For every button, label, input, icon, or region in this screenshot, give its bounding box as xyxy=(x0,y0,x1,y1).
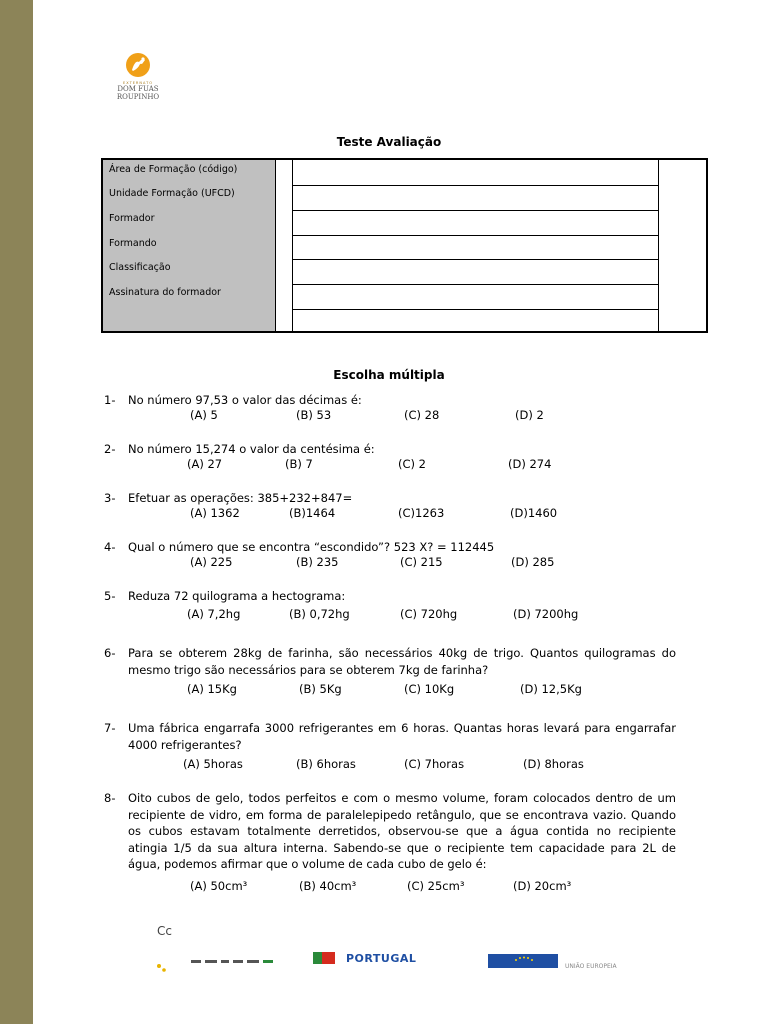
form-label-column xyxy=(103,160,276,331)
question-number: 7- xyxy=(104,721,116,735)
option-b[interactable]: (B) 7 xyxy=(285,457,313,471)
form-field-line xyxy=(292,259,658,260)
question-5 xyxy=(104,588,676,605)
question-text: Uma fábrica engarrafa 3000 refrigerantes em 6 horas. Quantas horas levará para engarrafar 4000 refrigerantes? xyxy=(128,721,676,752)
form-field-line xyxy=(292,284,658,285)
option-a[interactable]: (A) 27 xyxy=(187,457,223,471)
question-7 xyxy=(104,720,676,753)
option-c[interactable]: (C) 7horas xyxy=(404,757,465,771)
option-c[interactable]: (C) 720hg xyxy=(400,607,458,621)
option-c[interactable]: (C) 28 xyxy=(404,408,440,422)
option-c[interactable]: (C) 2 xyxy=(398,457,426,471)
portugal-label: PORTUGAL xyxy=(346,952,417,965)
question-number: 1- xyxy=(104,393,116,407)
option-c[interactable]: (C)1263 xyxy=(398,506,445,520)
form-label-area: Área de Formação (código) xyxy=(109,164,238,175)
option-d[interactable]: (D) 7200hg xyxy=(513,607,579,621)
question-number: 4- xyxy=(104,540,116,554)
form-field-line xyxy=(292,235,658,236)
form-label-ufcd: Unidade Formação (UFCD) xyxy=(109,188,235,199)
form-label-assinatura: Assinatura do formador xyxy=(109,287,221,298)
option-c[interactable]: (C) 10Kg xyxy=(404,682,455,696)
question-number: 2- xyxy=(104,442,116,456)
question-number: 3- xyxy=(104,491,116,505)
question-4 xyxy=(104,539,676,556)
question-text: Reduza 72 quilograma a hectograma: xyxy=(128,589,346,603)
page-footer xyxy=(0,920,768,1024)
form-label-classificacao: Classificação xyxy=(109,262,171,273)
option-a[interactable]: (A) 1362 xyxy=(190,506,240,520)
option-c[interactable]: (C) 25cm³ xyxy=(407,879,465,893)
question-text: Efetuar as operações: 385+232+847= xyxy=(128,491,353,505)
option-d[interactable]: (D) 2 xyxy=(515,408,544,422)
option-b[interactable]: (B) 53 xyxy=(296,408,332,422)
question-1 xyxy=(104,392,676,409)
question-text: No número 97,53 o valor das décimas é: xyxy=(128,393,362,407)
form-divider xyxy=(658,160,659,331)
option-d[interactable]: (D) 12,5Kg xyxy=(520,682,582,696)
question-number: 5- xyxy=(104,589,116,603)
question-3 xyxy=(104,490,676,507)
option-a[interactable]: (A) 225 xyxy=(190,555,233,569)
form-label-formador: Formador xyxy=(109,213,155,224)
eu-flag-icon xyxy=(488,954,558,968)
option-d[interactable]: (D) 20cm³ xyxy=(513,879,572,893)
option-b[interactable]: (B) 0,72hg xyxy=(289,607,350,621)
eu-label: UNIÃO EUROPEIA xyxy=(565,963,617,970)
option-a[interactable]: (A) 15Kg xyxy=(187,682,237,696)
portugal-flag-icon xyxy=(313,952,335,964)
school-logo xyxy=(113,50,163,104)
form-field-line xyxy=(292,185,658,186)
question-6 xyxy=(104,645,676,678)
form-field-line xyxy=(292,309,658,310)
question-2 xyxy=(104,441,676,458)
page-title: Teste Avaliação xyxy=(336,135,442,149)
option-b[interactable]: (B) 5Kg xyxy=(299,682,342,696)
option-c[interactable]: (C) 215 xyxy=(400,555,443,569)
logo-emblem-icon xyxy=(123,50,153,80)
question-number: 8- xyxy=(104,791,116,805)
form-field-line xyxy=(292,210,658,211)
question-text: Qual o número que se encontra “escondido”? 523 X? = 112445 xyxy=(128,540,495,554)
option-d[interactable]: (D) 285 xyxy=(511,555,555,569)
option-d[interactable]: (D)1460 xyxy=(510,506,558,520)
page-sidebar-strip xyxy=(0,0,33,1024)
question-number: 6- xyxy=(104,646,116,660)
question-8 xyxy=(104,790,676,873)
option-b[interactable]: (B) 6horas xyxy=(296,757,356,771)
logo-text-line3: ROUPINHO xyxy=(116,92,160,101)
question-text: No número 15,274 o valor da centésima é: xyxy=(128,442,375,456)
logo-text-name xyxy=(111,86,165,101)
footer-partner-logo xyxy=(155,958,285,974)
option-a[interactable]: (A) 50cm³ xyxy=(190,879,248,893)
option-d[interactable]: (D) 8horas xyxy=(523,757,584,771)
option-b[interactable]: (B)1464 xyxy=(289,506,336,520)
option-d[interactable]: (D) 274 xyxy=(508,457,552,471)
logo-text-line2: DOM FUAS xyxy=(117,85,159,93)
option-b[interactable]: (B) 40cm³ xyxy=(299,879,357,893)
form-label-formando: Formando xyxy=(109,238,157,249)
question-text: Para se obterem 28kg de farinha, são necessários 40kg de trigo. Quantos quilogramas do mesmo trigo são necessários para se obterem 7kg de farinha? xyxy=(128,646,676,677)
footer-text: Cc xyxy=(157,924,172,938)
section-title: Escolha múltipla xyxy=(333,368,445,382)
option-a[interactable]: (A) 7,2hg xyxy=(187,607,241,621)
option-b[interactable]: (B) 235 xyxy=(296,555,339,569)
option-a[interactable]: (A) 5horas xyxy=(183,757,243,771)
question-text: Oito cubos de gelo, todos perfeitos e com o mesmo volume, foram colocados dentro de um recipiente de vidro, em forma de paralelepipedo retângulo, que se encontrava vazio. Quando os cubos estavam totalmente derretidos, observou-se que a água contida no recipiente atingia 1/5 da sua altura interna. Sabendo-se que o recipiente tem capacidade para 2L de água, podemos afirmar que o volume de cada cubo de gelo é: xyxy=(128,791,676,871)
logo-text-line1: EXTERNATO xyxy=(123,81,153,85)
option-a[interactable]: (A) 5 xyxy=(190,408,218,422)
identification-form xyxy=(101,158,708,333)
